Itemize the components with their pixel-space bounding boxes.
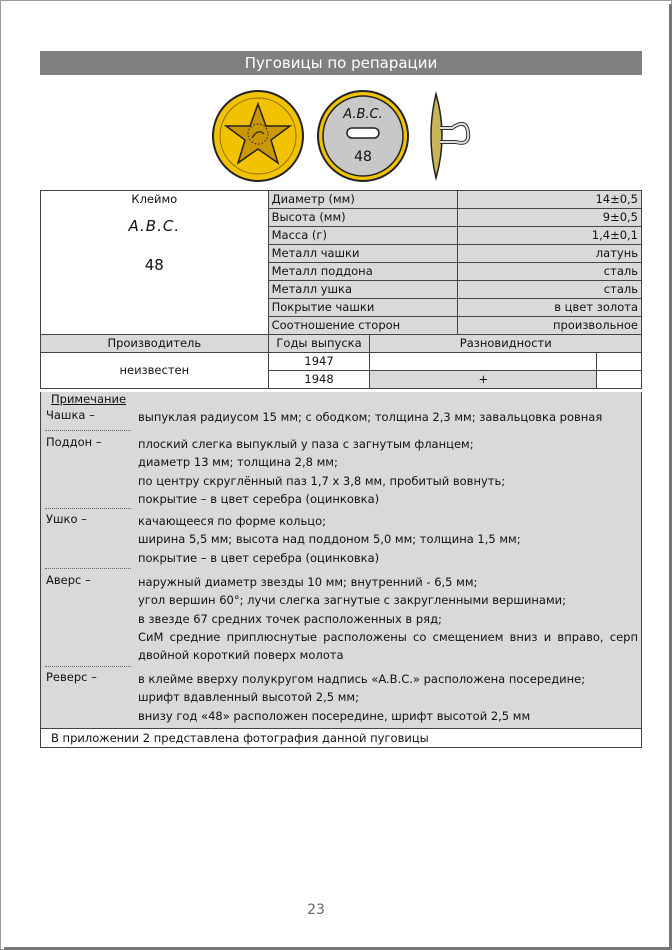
spec-name: Металл поддона [268,263,458,281]
page-title: Пуговицы по репарации [40,51,642,75]
note-line: выпуклая радиусом 15 мм; с ободком; толщина 2,3 мм; завальцовка ровная [138,410,603,424]
note-label: Реверс – [46,670,97,684]
notes-title: Примечание [51,392,127,406]
note-text [138,408,638,426]
spec-name: Покрытие чашки [268,299,458,317]
variant-cell [597,353,642,371]
obverse-image [210,88,306,184]
spec-name: Металл чашки [268,245,458,263]
spec-value: сталь [458,281,642,299]
spec-value: 1,4±0,1 [458,227,642,245]
year-cell: 1948 [268,371,370,389]
note-separator [45,666,131,667]
variant-cell [597,371,642,389]
note-label: Чашка – [46,408,95,422]
note-line: угол вершин 60°; лучи слегка загнутые с закругленными вершинами; [138,593,567,608]
notes-section [40,392,642,729]
spec-value: сталь [458,263,642,281]
note-line: покрытие – в цвет серебра (оцинковка) [138,491,380,506]
spec-name: Высота (мм) [268,209,458,227]
note-line: покрытие – в цвет серебра (оцинковка) [138,550,380,565]
note-text [138,512,638,567]
variant-cell [370,353,597,371]
producer-value: неизвестен [41,353,269,389]
reverse-stamp-abc: A.B.C. [343,107,383,122]
spec-name: Масса (г) [268,227,458,245]
button-images [200,88,500,188]
note-line: диаметр 13 мм; толщина 2,8 мм; [138,455,338,470]
spec-name: Металл ушка [268,281,458,299]
note-text [138,573,638,664]
note-label: Ушко – [46,512,87,526]
note-separator [45,508,131,509]
reverse-image [315,88,411,184]
spec-value: 14±0,5 [458,191,642,209]
note-separator [45,430,131,431]
note-line: по центру скруглённый паз 1,7 х 3,8 мм, пробитый вовнуть; [138,473,506,488]
note-label: Аверс – [46,573,91,587]
spec-value: произвольное [458,317,642,335]
note-line: СиМ средние приплюснутые расположены со смещением вниз и вправо, серп двойной короткий поверх молота [138,629,638,663]
spec-name: Диаметр (мм) [268,191,458,209]
note-line: наружный диаметр звезды 10 мм; внутренний - 6,5 мм; [138,575,478,589]
year-cell: 1947 [268,353,370,371]
note-line: плоский слегка выпуклый у паза с загнутым фланцем; [138,437,474,451]
note-label: Поддон – [46,435,102,449]
spec-value: 9±0,5 [458,209,642,227]
note-text [138,435,638,508]
variant-cell: + [370,371,597,389]
side-profile-image [418,88,478,184]
note-line: качающееся по форме кольцо; [138,514,327,528]
spec-name: Соотношение сторон [268,317,458,335]
note-separator [45,568,131,569]
reverse-stamp-num: 48 [354,149,372,165]
note-line: внизу год «48» расположен посередине, шрифт высотой 2,5 мм [138,708,531,723]
variants-header: Разновидности [370,335,642,353]
footer-note [40,728,642,748]
spec-table [40,190,642,389]
stamp-cell [41,191,269,335]
spec-value: в цвет золота [458,299,642,317]
years-header: Годы выпуска [268,335,370,353]
note-line: шрифт вдавленный высотой 2,5 мм; [138,690,359,705]
note-text [138,670,638,725]
producer-header: Производитель [41,335,269,353]
note-line: в клейме вверху полукругом надпись «A.B.C.» расположена посередине; [138,672,586,686]
spec-value: латунь [458,245,642,263]
footer-note-text: В приложении 2 представлена фотография данной пуговицы [51,731,429,745]
stamp-num: 48 [144,256,164,274]
stamp-label: Клеймо [131,192,178,206]
page-number: 23 [307,902,325,918]
note-line: в звезде 67 средних точек расположенных в ряд; [138,611,442,626]
note-line: ширина 5,5 мм; высота над поддоном 5,0 мм; толщина 1,5 мм; [138,532,521,547]
stamp-abc: A.B.C. [128,217,181,235]
